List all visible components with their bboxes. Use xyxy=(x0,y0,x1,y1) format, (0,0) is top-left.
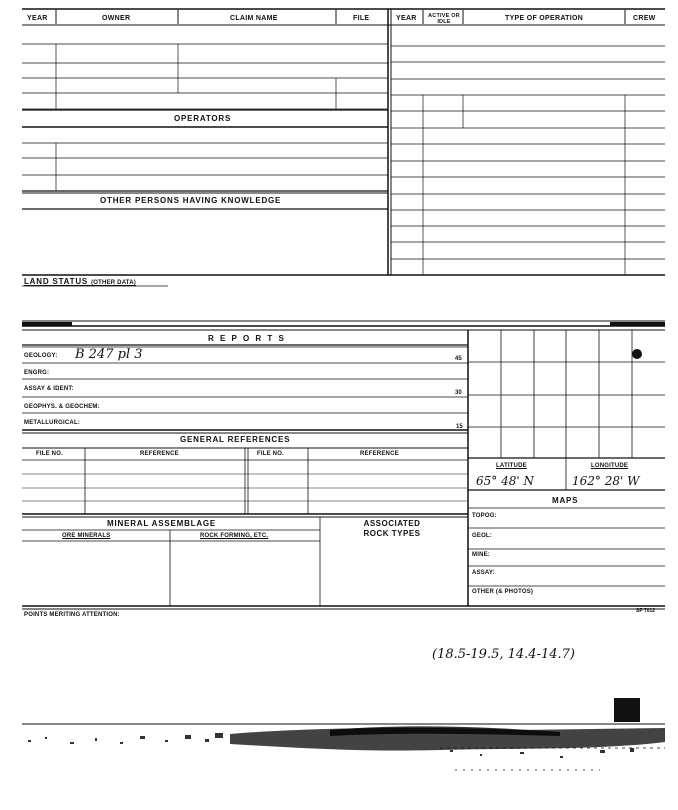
header-claim-name: CLAIM NAME xyxy=(230,15,278,22)
land-status-sub: (OTHER DATA) xyxy=(91,280,136,286)
genref-col-reference-1: REFERENCE xyxy=(140,451,179,457)
longitude-value: 162° 28' W xyxy=(572,474,640,488)
land-status-label xyxy=(24,278,136,286)
report-label-assay: ASSAY & IDENT: xyxy=(24,386,74,392)
longitude-label: LONGITUDE xyxy=(591,463,629,469)
maps-row-mine: MINE: xyxy=(472,552,490,558)
maps-title: MAPS xyxy=(552,496,579,505)
header-owner: OWNER xyxy=(102,15,131,22)
report-num-30: 30 xyxy=(455,390,462,396)
form-code: SP 7012 xyxy=(636,608,656,614)
points-meriting-attention: POINTS MERITING ATTENTION: xyxy=(24,612,120,618)
report-label-geophys: GEOPHYS. & GEOCHEM: xyxy=(24,404,100,410)
genref-col-file-no-1: FILE NO. xyxy=(36,451,63,457)
land-status-title: LAND STATUS xyxy=(24,277,89,286)
report-num-15: 15 xyxy=(456,424,463,430)
header-type-of-operation: TYPE OF OPERATION xyxy=(505,15,584,22)
general-references-title: GENERAL REFERENCES xyxy=(180,435,291,444)
report-label-metallurgical: METALLURGICAL: xyxy=(24,420,81,426)
scan-artifact-bottom xyxy=(0,690,678,810)
latitude-label: LATITUDE xyxy=(496,463,527,469)
header-year-2: YEAR xyxy=(396,15,417,22)
maps-row-geol: GEOL: xyxy=(472,533,492,539)
report-label-geology: GEOLOGY: xyxy=(24,353,58,359)
ore-minerals-label: ORE MINERALS xyxy=(62,533,111,539)
genref-col-reference-2: REFERENCE xyxy=(360,451,399,457)
genref-col-file-no-2: FILE NO. xyxy=(257,451,284,457)
maps-row-other: OTHER (& PHOTOS) xyxy=(472,589,534,595)
maps-row-assay: ASSAY: xyxy=(472,570,495,576)
rock-forming-label: ROCK FORMING, ETC. xyxy=(200,533,269,539)
associated-rock-types-label: ASSOCIATED ROCK TYPES xyxy=(363,519,421,538)
other-persons-heading: OTHER PERSONS HAVING KNOWLEDGE xyxy=(100,196,282,205)
latitude-value: 65° 48' N xyxy=(476,474,534,488)
report-label-engrg: ENGRG: xyxy=(24,370,50,376)
maps-row-topog: TOPOG: xyxy=(472,513,497,519)
header-crew: CREW xyxy=(633,15,656,22)
form-grid-top xyxy=(0,0,678,300)
report-value-geology: B 247 pl 3 xyxy=(75,347,143,362)
operators-heading: OPERATORS xyxy=(174,114,232,123)
reports-title: R E P O R T S xyxy=(208,334,286,343)
handwritten-note: (18.5-19.5, 14.4-14.7) xyxy=(432,647,575,662)
header-year: YEAR xyxy=(27,15,48,22)
report-num-45: 45 xyxy=(455,356,462,362)
header-active-or-idle: ACTIVE OR IDLE xyxy=(428,13,460,25)
header-file: FILE xyxy=(353,15,370,22)
mineral-assemblage-title: MINERAL ASSEMBLAGE xyxy=(107,519,217,528)
punch-hole-dot xyxy=(632,349,642,359)
